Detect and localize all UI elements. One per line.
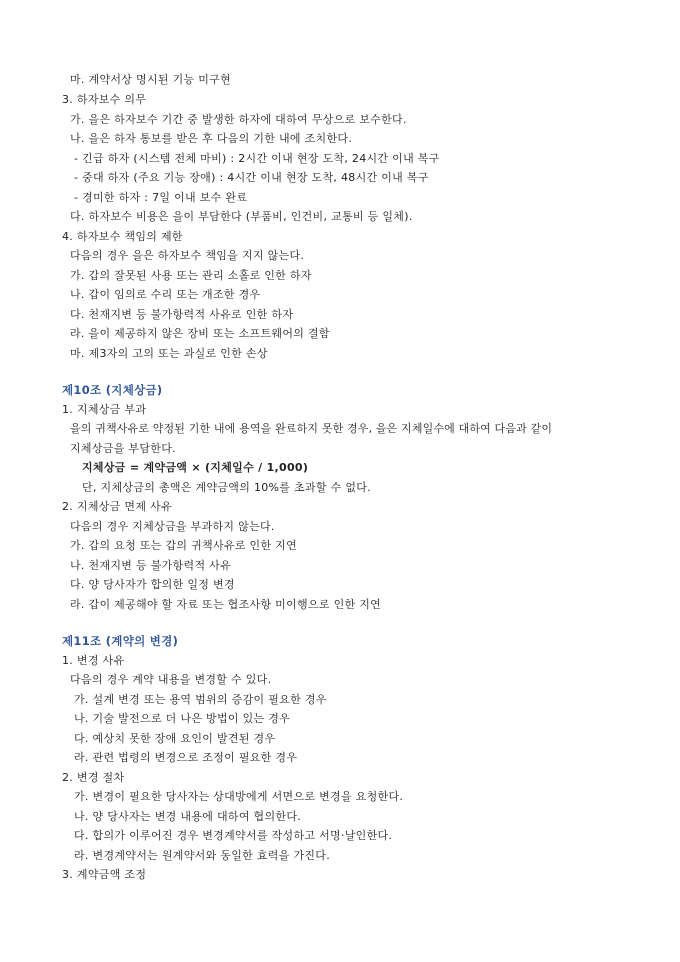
list-item: 라. 을이 제공하지 않은 장비 또는 소프트웨어의 결함 — [70, 327, 330, 340]
list-item: 가. 변경이 필요한 당사자는 상대방에게 서면으로 변경을 요청한다. — [74, 790, 404, 803]
section-heading: 2. 변경 절차 — [62, 771, 125, 784]
paragraph: 지체상금을 부담한다. — [70, 442, 176, 455]
list-item: 가. 갑의 요청 또는 갑의 귀책사유로 인한 지연 — [70, 539, 298, 552]
list-item: 나. 천재지변 등 불가항력적 사유 — [70, 559, 232, 572]
section-heading: 4. 하자보수 책임의 제한 — [62, 230, 183, 243]
article-heading: 제11조 (계약의 변경) — [62, 634, 179, 648]
list-item: 나. 기술 발전으로 더 나은 방법이 있는 경우 — [74, 712, 291, 725]
list-item: 다. 양 당사자가 합의한 일정 변경 — [70, 578, 235, 591]
section-heading: 1. 지체상금 부과 — [62, 403, 147, 416]
list-item: 마. 계약서상 명시된 기능 미구현 — [70, 73, 232, 86]
section-heading: 1. 변경 사유 — [62, 654, 125, 667]
section-heading: 3. 계약금액 조정 — [62, 868, 147, 881]
paragraph: 을의 귀책사유로 약정된 기한 내에 용역을 완료하지 못한 경우, 을은 지체일수에 대하여 다음과 같이 — [70, 422, 553, 435]
list-item: 가. 을은 하자보수 기간 중 발생한 하자에 대하여 무상으로 보수한다. — [70, 113, 407, 126]
list-item: 라. 갑이 제공해야 할 자료 또는 협조사항 미이행으로 인한 지연 — [70, 598, 382, 611]
list-item: 라. 변경계약서는 원계약서와 동일한 효력을 가진다. — [74, 849, 331, 862]
list-item: 다. 천재지변 등 불가항력적 사유로 인한 하자 — [70, 308, 294, 321]
section-heading: 2. 지체상금 면제 사유 — [62, 500, 172, 513]
list-item: 나. 갑이 임의로 수리 또는 개조한 경우 — [70, 288, 261, 301]
formula: 지체상금 = 계약금액 × (지체일수 / 1,000) — [82, 461, 309, 474]
list-item: 다. 합의가 이루어진 경우 변경계약서를 작성하고 서명·날인한다. — [74, 829, 393, 842]
list-item: - 경미한 하자 : 7일 이내 보수 완료 — [74, 191, 248, 204]
paragraph: 다음의 경우 계약 내용을 변경할 수 있다. — [70, 673, 272, 686]
list-item: - 중대 하자 (주요 기능 장애) : 4시간 이내 현장 도착, 48시간 이내 복구 — [74, 171, 429, 184]
list-item: 나. 을은 하자 통보를 받은 후 다음의 기한 내에 조치한다. — [70, 132, 353, 145]
list-item: 라. 관련 법령의 변경으로 조정이 필요한 경우 — [74, 751, 298, 764]
paragraph: 단, 지체상금의 총액은 계약금액의 10%를 초과할 수 없다. — [82, 481, 371, 494]
paragraph: 다음의 경우 지체상금을 부과하지 않는다. — [70, 520, 275, 533]
list-item: 다. 예상치 못한 장애 요인이 발견된 경우 — [74, 732, 276, 745]
list-item: 가. 갑의 잘못된 사용 또는 관리 소홀로 인한 하자 — [70, 269, 312, 282]
list-item: 마. 제3자의 고의 또는 과실로 인한 손상 — [70, 347, 268, 360]
section-heading: 3. 하자보수 의무 — [62, 93, 147, 106]
paragraph: 다음의 경우 을은 하자보수 책임을 지지 않는다. — [70, 249, 305, 262]
list-item: 다. 하자보수 비용은 을이 부담한다 (부품비, 인건비, 교통비 등 일체). — [70, 210, 413, 223]
article-heading: 제10조 (지체상금) — [62, 383, 163, 397]
list-item: 가. 설계 변경 또는 용역 범위의 증감이 필요한 경우 — [74, 693, 327, 706]
list-item: 나. 양 당사자는 변경 내용에 대하여 협의한다. — [74, 810, 302, 823]
list-item: - 긴급 하자 (시스템 전체 마비) : 2시간 이내 현장 도착, 24시간 이내 복구 — [74, 152, 440, 165]
